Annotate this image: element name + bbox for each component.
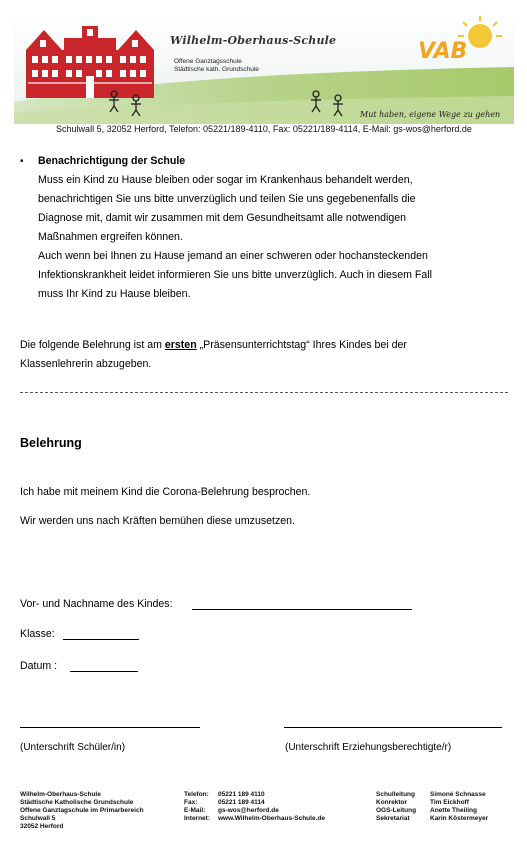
svg-text:VAB: VAB	[418, 39, 468, 64]
school-name: Wilhelm-Oberhaus-Schule	[170, 34, 337, 47]
student-signature-field[interactable]	[20, 727, 200, 728]
student-signature-label: (Unterschrift Schüler/in)	[20, 742, 126, 753]
notification-line: muss Ihr Kind zu Hause bleiben.	[38, 288, 191, 300]
footer-email[interactable]: gs-wos@herford.de	[218, 807, 279, 814]
footer-label: Fax:	[184, 799, 198, 806]
notification-line: Muss ein Kind zu Hause bleiben oder sogar im Krankenhaus behandelt werden,	[38, 174, 413, 186]
cut-line-divider	[20, 392, 508, 393]
footer-label: Telefon:	[184, 791, 209, 798]
footer-contact-labels	[184, 791, 220, 823]
notification-line: Auch wenn bei Ihnen zu Hause jemand an einer schweren oder hochansteckenden	[38, 250, 428, 262]
footer-label: Internet:	[184, 815, 210, 822]
footer-phone: 05221 189 4110	[218, 791, 265, 798]
footer-line: Wilhelm-Oberhaus-Schule	[20, 791, 101, 798]
notice-text: „Präsensunterrichtstag“ Ihres Kindes bei der	[196, 339, 407, 351]
footer-name: Anette Theiling	[430, 807, 477, 814]
notification-line: Maßnahmen ergreifen können.	[38, 231, 183, 243]
footer-role: Konrektor	[376, 799, 408, 806]
bullet-icon: •	[20, 156, 24, 167]
footer-school-info	[20, 791, 180, 831]
notice-text: Klassenlehrerin abzugeben.	[20, 358, 152, 370]
footer-name: Simoné Schnasse	[430, 791, 486, 798]
school-slogan: Mut haben, eigene Wege zu gehen	[360, 110, 501, 119]
child-name-label: Vor- und Nachname des Kindes:	[20, 598, 173, 610]
child-name-field[interactable]	[192, 609, 412, 610]
footer-website[interactable]: www.Wilhelm-Oberhaus-Schule.de	[218, 815, 325, 822]
footer-fax: 05221 189 4114	[218, 799, 265, 806]
letterhead	[14, 12, 514, 124]
footer-role: Sekretariat	[376, 815, 410, 822]
school-subtitle-2: Städtische kath. Grundschule	[174, 66, 259, 73]
footer-staff-names	[430, 791, 520, 823]
date-field[interactable]	[70, 671, 138, 672]
school-building-icon	[26, 26, 154, 98]
footer-name: Tim Eickhoff	[430, 799, 469, 806]
parent-signature-field[interactable]	[284, 727, 502, 728]
statement-2: Wir werden uns nach Kräften bemühen diese umzusetzen.	[20, 515, 295, 527]
notification-line: benachrichtigen Sie uns bitte unverzüglich und teilen Sie uns gegebenenfalls die	[38, 193, 416, 205]
date-label: Datum :	[20, 660, 58, 672]
footer-label: E-Mail:	[184, 807, 206, 814]
parent-signature-label: (Unterschrift Erziehungsberechtigte/r)	[285, 742, 452, 753]
footer-line: Offene Ganztagschule im Primarbereich	[20, 807, 144, 814]
footer-line: Städtische Katholische Grundschule	[20, 799, 134, 806]
notice-text: Die folgende Belehrung ist am	[20, 339, 165, 351]
letterhead-graphic	[14, 12, 514, 124]
statement-1: Ich habe mit meinem Kind die Corona-Belehrung besprochen.	[20, 486, 311, 498]
notification-title: Benachrichtigung der Schule	[38, 155, 186, 167]
class-label: Klasse:	[20, 628, 55, 640]
footer-line: 32052 Herford	[20, 823, 64, 830]
class-field[interactable]	[63, 639, 139, 640]
belehrung-title: Belehrung	[20, 436, 82, 450]
footer-line: Schulwall 5	[20, 815, 56, 822]
school-address: Schulwall 5, 32052 Herford, Telefon: 05221/189-4110, Fax: 05221/189-4114, E-Mail: gs-wos@herford.de	[56, 124, 472, 134]
notification-line: Diagnose mit, damit wir zusammen mit dem Gesundheitsamt alle notwendigen	[38, 212, 407, 224]
notice-emphasis: ersten	[164, 339, 197, 351]
footer-contact-values	[218, 791, 368, 823]
footer-role: Schulleitung	[376, 791, 415, 798]
notification-section	[38, 152, 508, 304]
notification-line: Infektionskrankheit leidet informieren Sie uns bitte unverzüglich. Auch in diesem Fall	[38, 269, 432, 281]
footer-roles	[376, 791, 428, 823]
submission-notice	[20, 336, 490, 374]
school-subtitle-1: Offene Ganztagsschule	[174, 58, 242, 65]
footer-role: OGS-Leitung	[376, 807, 417, 814]
footer-name: Karin Köstermeyer	[430, 815, 489, 822]
